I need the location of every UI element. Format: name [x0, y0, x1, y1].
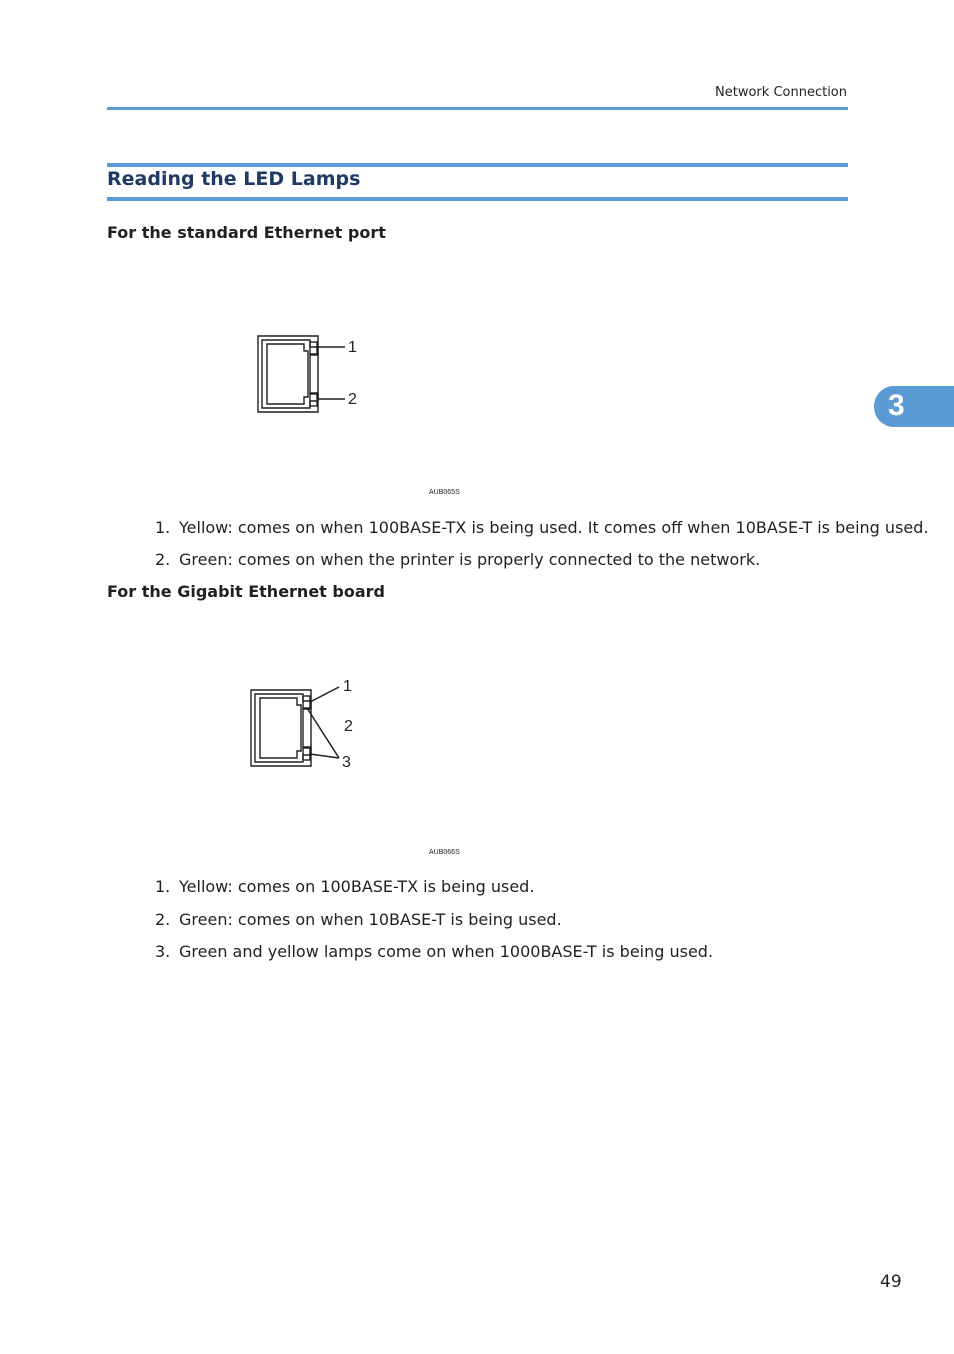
led-lamp-1 [310, 342, 317, 354]
list-item-number: 2. [155, 550, 171, 569]
port-outline [251, 690, 311, 766]
callout-label-2: 2 [344, 718, 353, 735]
list-item-text: Yellow: comes on when 100BASE-TX is being used. It comes off when 10BASE-T is being used. [179, 518, 929, 537]
section-rule-top [107, 163, 848, 167]
callout-line-2b [310, 754, 339, 758]
section-title: Reading the LED Lamps [107, 168, 361, 190]
list-item-text: Green: comes on when the printer is properly connected to the network. [179, 550, 761, 569]
gigabit-board-heading: For the Gigabit Ethernet board [107, 582, 385, 601]
chapter-tab [874, 386, 954, 427]
led-lamp-2 [303, 748, 310, 760]
list-item-text: Yellow: comes on 100BASE-TX is being used. [179, 877, 535, 896]
list-item [155, 550, 760, 569]
standard-port-heading: For the standard Ethernet port [107, 223, 386, 242]
list-item-text: Green: comes on when 10BASE-T is being used. [179, 910, 562, 929]
led-lamp-1 [303, 696, 310, 708]
list-item-number: 1. [155, 877, 171, 896]
figure-code-1: AUB065S [429, 489, 460, 496]
list-item-number: 1. [155, 518, 171, 537]
page-number: 49 [880, 1272, 902, 1292]
section-rule-bottom [107, 197, 848, 201]
list-item [155, 877, 534, 896]
callout-label-2: 2 [348, 391, 357, 408]
list-item-number: 2. [155, 910, 171, 929]
ethernet-port-diagram [250, 330, 370, 420]
callout-label-3: 3 [342, 754, 351, 771]
figure-code-2: AUB066S [429, 849, 460, 856]
port-outline [258, 336, 318, 412]
running-header: Network Connection [715, 85, 847, 100]
callout-line-2a [307, 708, 339, 758]
list-item-number: 3. [155, 942, 171, 961]
led-lamp-2 [310, 394, 317, 406]
callout-line-1 [310, 687, 339, 702]
list-item [155, 910, 562, 929]
list-item [155, 518, 928, 537]
gigabit-port-diagram [243, 674, 363, 774]
header-rule [107, 107, 848, 110]
list-item [155, 942, 713, 961]
callout-label-1: 1 [343, 678, 352, 695]
list-item-text: Green and yellow lamps come on when 1000BASE-T is being used. [179, 942, 714, 961]
chapter-number: 3 [888, 389, 905, 422]
callout-label-1: 1 [348, 339, 357, 356]
